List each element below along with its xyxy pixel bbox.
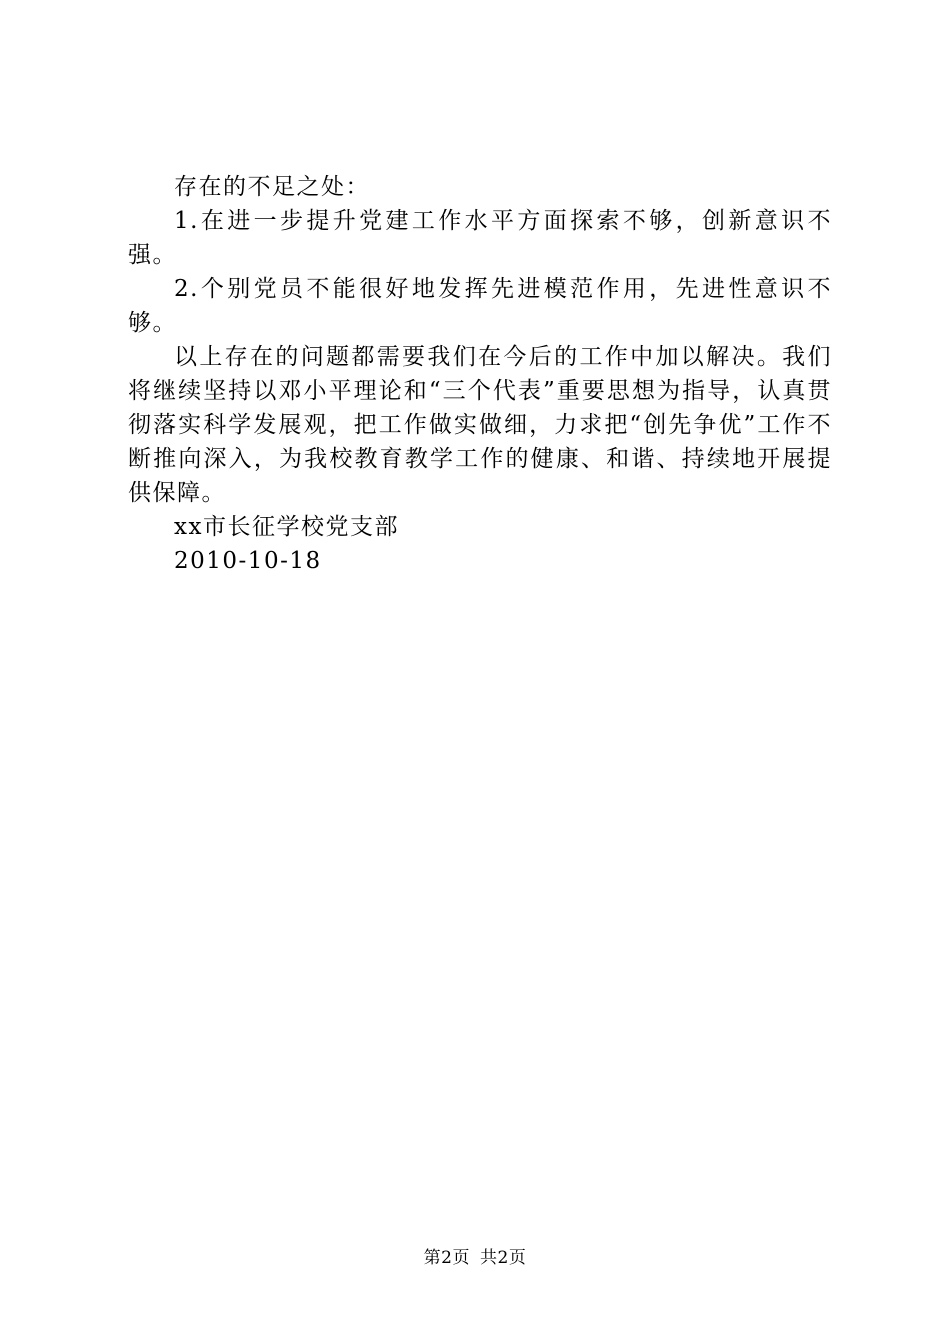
signature: xx市长征学校党支部	[174, 514, 399, 540]
list-item-1: 1.在进一步提升党建工作水平方面探索不够，创新意识不强。	[128, 208, 832, 268]
date: 2010-10-18	[174, 548, 322, 574]
page-footer	[0, 1243, 950, 1268]
document-body	[128, 170, 832, 578]
page-number: 第2页	[423, 1248, 470, 1268]
section-heading: 存在的不足之处：	[174, 174, 370, 200]
page-total: 共2页	[480, 1248, 527, 1268]
list-item-2: 2.个别党员不能很好地发挥先进模范作用，先进性意识不够。	[128, 276, 832, 336]
closing-paragraph: 以上存在的问题都需要我们在今后的工作中加以解决。我们将继续坚持以邓小平理论和“三个代表”重要思想为指导，认真贯彻落实科学发展观，把工作做实做细，力求把“创先争优”工作不断推向深入，为我校教育教学工作的健康、和谐、持续地开展提供保障。	[128, 344, 832, 506]
